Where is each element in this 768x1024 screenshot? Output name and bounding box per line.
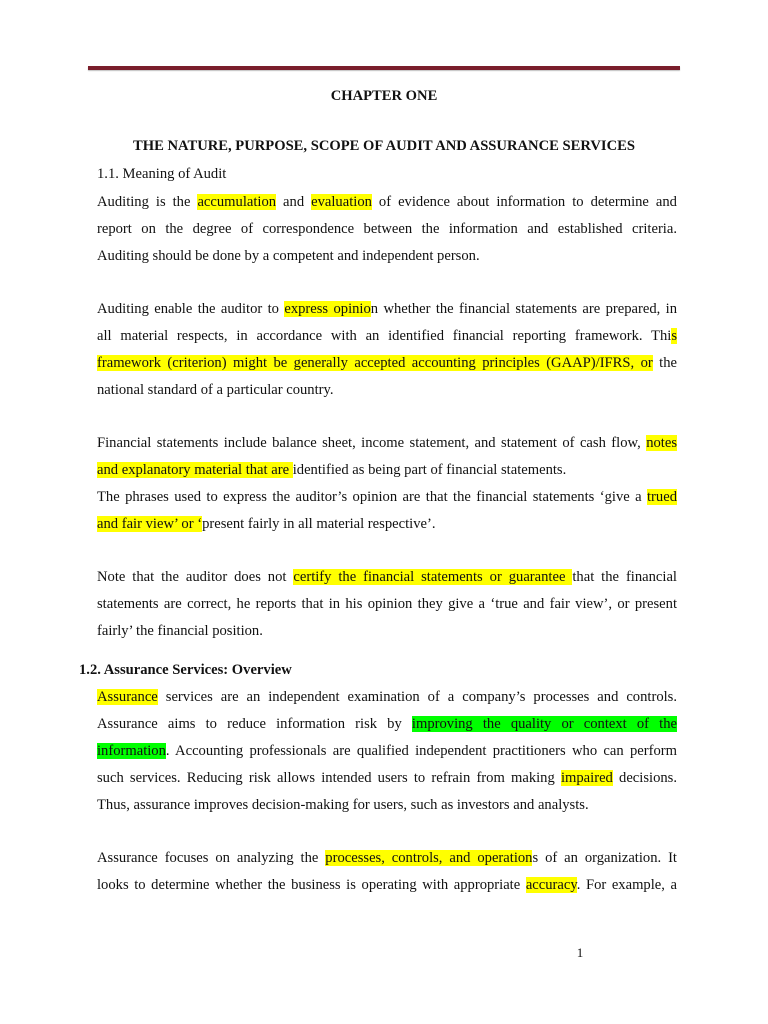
section-heading-meaning-of-audit: 1.1. Meaning of Audit [97,166,227,182]
paragraph-line: looks to determine whether the business is operating with appropriate accuracy. For example, a [97,877,677,893]
highlight: impaired [560,770,613,786]
paragraph-line: fairly’ the financial position. [97,623,263,639]
paragraph-line: framework (criterion) might be generally accepted accounting principles (GAAP)/IFRS, or the [97,355,677,371]
highlight-green: information [97,743,166,759]
highlight: accuracy [525,877,577,893]
highlight: framework (criterion) might be generally accepted accounting principles (GAAP)/IFRS, or [97,355,653,371]
highlight: notes [646,435,677,451]
paragraph-line: and fair view’ or ‘present fairly in all material respective’. [97,516,436,532]
highlight: certify the financial statements or guarantee [293,569,573,585]
highlight: and explanatory material that are [97,462,293,478]
paragraph-line: The phrases used to express the auditor’s opinion are that the financial statements ‘give a trued [97,489,677,505]
section-heading-assurance-services: 1.2. Assurance Services: Overview [79,662,292,678]
paragraph-line: all material respects, in accordance with an identified financial reporting framework. This [97,328,677,344]
paragraph-line: and explanatory material that are identified as being part of financial statements. [97,462,567,478]
highlight: and fair view’ or ‘ [97,516,203,532]
paragraph-line: Thus, assurance improves decision-making for users, such as investors and analysts. [97,797,589,813]
highlight: s [671,328,677,344]
header-rule [88,66,680,70]
paragraph-line: report on the degree of correspondence between the information and established criteria. [97,221,677,237]
paragraph-line: national standard of a particular country. [97,382,334,398]
highlight: accumulation [197,194,277,210]
highlight-green: improving the quality or context of the [411,716,677,732]
highlight: processes, controls, and operation [325,850,533,866]
page-number: 1 [576,945,584,960]
chapter-heading: CHAPTER ONE [330,88,438,104]
paragraph-line: statements are correct, he reports that in his opinion they give a ‘true and fair view’, or present [97,596,677,612]
highlight: express opinio [284,301,371,317]
highlight: evaluation [311,194,372,210]
chapter-title: THE NATURE, PURPOSE, SCOPE OF AUDIT AND ASSURANCE SERVICES [133,138,635,154]
paragraph-line: Financial statements include balance sheet, income statement, and statement of cash flow, notes [97,435,677,451]
paragraph-line: information. Accounting professionals are qualified independent practitioners who can perform [97,743,677,759]
paragraph-line: Auditing is the accumulation and evaluation of evidence about information to determine and [97,194,677,210]
highlight: trued [647,489,677,505]
paragraph-line: Auditing enable the auditor to express opinion whether the financial statements are prepared, in [97,301,677,317]
paragraph-line: Auditing should be done by a competent and independent person. [97,248,480,264]
paragraph-line: such services. Reducing risk allows intended users to refrain from making impaired decisions. [97,770,677,786]
highlight: Assurance [97,689,158,705]
paragraph-line: Assurance aims to reduce information risk by improving the quality or context of the [97,716,677,732]
paragraph-line: Note that the auditor does not certify the financial statements or guarantee that the financial [97,569,677,585]
paragraph-line: Assurance focuses on analyzing the processes, controls, and operations of an organization. It [97,850,677,866]
paragraph-line: Assurance services are an independent examination of a company’s processes and controls. [97,689,677,705]
